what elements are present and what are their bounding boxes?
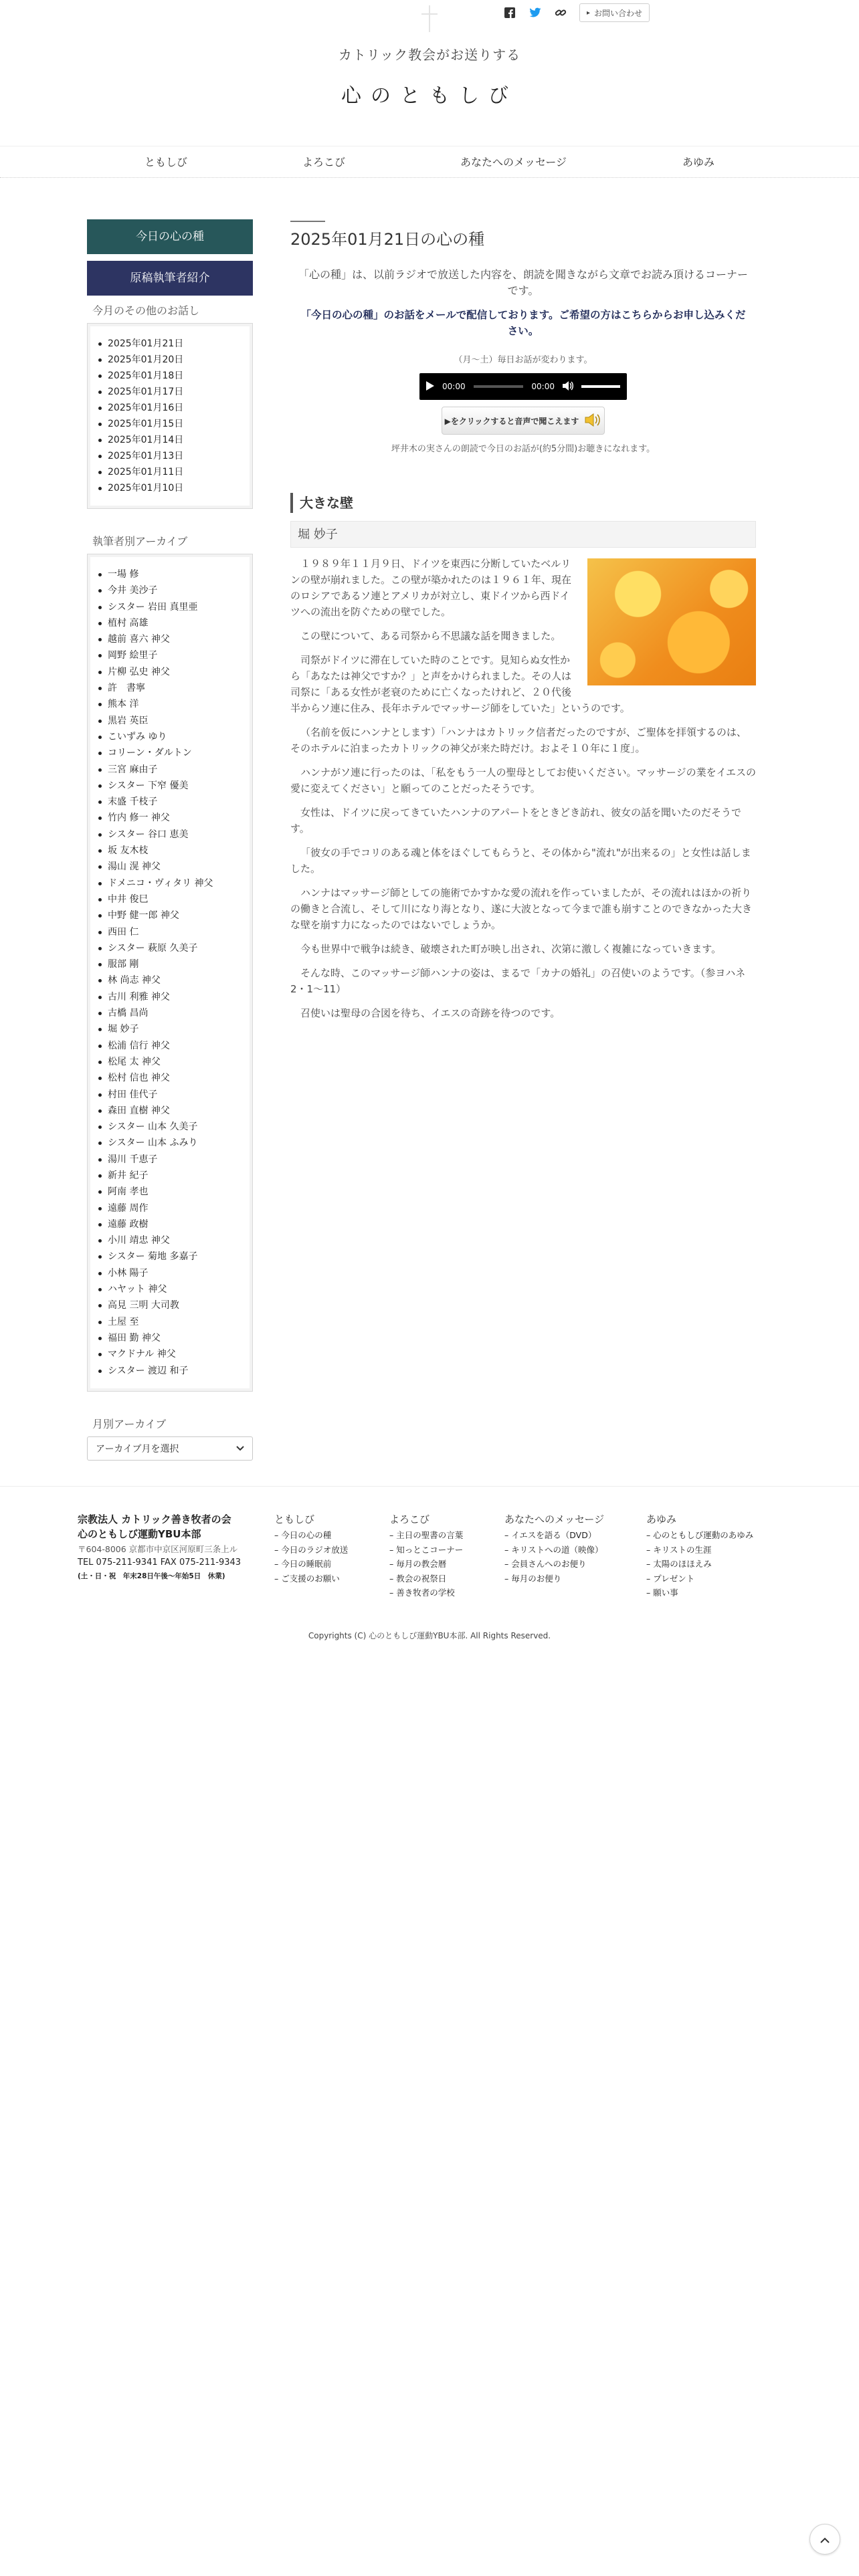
author-link[interactable]: 松尾 太 神父 (108, 1054, 243, 1070)
footer-link[interactable] (274, 1528, 348, 1543)
footer-link-dash: – (389, 1588, 397, 1598)
article-paragraph: 「彼女の手でコリのある魂と体をほぐしてもらうと、その体から"流れ"が出来るの」と女性は話しました。 (290, 847, 751, 875)
footer-col-message (504, 1512, 604, 1586)
footer-link-label: 願い事 (653, 1588, 678, 1598)
date-link[interactable]: 2025年01月14日 (108, 432, 243, 448)
footer-link[interactable] (504, 1528, 604, 1543)
today-seed-button[interactable]: 今日の心の種 (87, 219, 253, 254)
footer-link-label: 太陽のほほえみ (653, 1559, 712, 1569)
footer-link[interactable] (389, 1572, 463, 1586)
author-link[interactable]: シスター 谷口 恵美 (108, 827, 243, 843)
date-link[interactable]: 2025年01月17日 (108, 384, 243, 400)
header-social-bar (503, 3, 650, 23)
author-link[interactable]: マクドナル 神父 (108, 1346, 243, 1362)
author-link[interactable]: 松村 信也 神父 (108, 1070, 243, 1086)
player-progress-bar[interactable] (474, 385, 524, 388)
archive-month-select-value: アーカイブ月を選択 (96, 1443, 179, 1455)
author-link[interactable]: 森田 直樹 神父 (108, 1103, 243, 1119)
article-paragraph: 女性は、ドイツに戻ってきていたハンナのアパートをときどき訪れ、彼女の話を聞いたのだそうです。 (290, 807, 741, 835)
article-paragraph: 司祭がドイツに滞在していた時のことです。見知らぬ女性から「あなたは神父ですか？」と声をかけられました。その人は司祭に「ある女性が老衰のために亡くなったけれど、２０代後半からソ連に住み、長年ホテルでマッサージ師をしていた」というのです。 (290, 654, 630, 714)
footer-link-dash: – (389, 1573, 397, 1584)
copyright: Copyrights (C) 心のともしび運動YBU本部. All Rights Reserved. (308, 1631, 551, 1640)
footer-link[interactable] (504, 1572, 604, 1586)
date-link[interactable]: 2025年01月10日 (108, 480, 243, 496)
footer-link-dash: – (274, 1573, 282, 1584)
author-link[interactable]: こいずみ ゆり (108, 729, 243, 745)
footer-link-label: 毎月の教会暦 (396, 1559, 447, 1569)
date-link[interactable]: 2025年01月15日 (108, 416, 243, 432)
article-paragraph: 今も世界中で戦争は続き、破壊された町が映し出され、次第に激しく複雑になっていきます。 (300, 943, 722, 955)
author-link[interactable]: 古橋 昌尚 (108, 1005, 243, 1021)
global-nav (0, 146, 859, 178)
author-link[interactable]: 遠藤 政樹 (108, 1216, 243, 1232)
footer-link[interactable] (504, 1543, 604, 1558)
footer-link[interactable] (389, 1586, 463, 1600)
author-link[interactable]: 片柳 弘史 神父 (108, 664, 243, 680)
section-title: 大きな壁 (290, 493, 756, 513)
chevron-up-icon (820, 2533, 830, 2546)
footer-link-label: 主日の聖書の言葉 (396, 1530, 464, 1540)
footer-link[interactable] (274, 1557, 348, 1572)
nav-item-ayumi[interactable]: あゆみ (682, 156, 715, 169)
author-link[interactable]: 服部 剛 (108, 956, 243, 972)
footer-link-label: 会員さんへのお便り (511, 1559, 587, 1569)
article-paragraph: ハンナがソ連に行ったのは、「私をもう一人の聖母としてお使いください。マッサージの業をイエスの愛に変えてください」と願ってのことだったそうです。 (290, 766, 757, 794)
nav-item-message[interactable]: あなたへのメッセージ (460, 156, 567, 169)
author-link[interactable]: 阿南 孝也 (108, 1184, 243, 1200)
author-link[interactable]: シスター 下窄 優美 (108, 778, 243, 794)
author-link[interactable]: 黒岩 英臣 (108, 713, 243, 729)
footer-address: 〒604-8006 京都市中京区河原町三条上ル (78, 1544, 238, 1554)
footer-link-dash: – (389, 1544, 397, 1555)
footer-link[interactable] (274, 1543, 348, 1558)
author-link[interactable]: 福田 勤 神父 (108, 1330, 243, 1346)
site-tagline: カトリック教会がお送りする (338, 47, 521, 63)
author-link[interactable]: 古川 利雅 神父 (108, 989, 243, 1005)
date-link[interactable]: 2025年01月11日 (108, 464, 243, 480)
link-icon[interactable] (554, 6, 567, 19)
footer-link-label: キリストへの道（映像） (511, 1544, 603, 1555)
back-to-top-button[interactable] (809, 2524, 840, 2555)
author-link[interactable]: シスター 菊地 多嘉子 (108, 1249, 243, 1265)
footer-link-list (504, 1528, 604, 1586)
article-paragraph: そんな時、このマッサージ師ハンナの姿は、まるで「カナの婚礼」の召使いのようです。（参ヨハネ2・1〜11） (290, 967, 746, 995)
daily-note: （月〜土）毎日お話が変わります。 (454, 355, 593, 365)
site-title[interactable]: 心のともしび (341, 84, 518, 108)
mail-subscribe-link[interactable]: 「今日の心の種」のお話をメールで配信しております。ご希望の方はこちらからお申し込みください。 (300, 309, 746, 337)
footer-col-heading[interactable]: ともしび (274, 1513, 315, 1525)
player-current-time: 00:00 (442, 382, 466, 391)
author-link[interactable]: 湯川 千恵子 (108, 1152, 243, 1168)
author-link[interactable]: 竹内 修一 神父 (108, 810, 243, 826)
footer-link-label: 今日のラジオ放送 (281, 1544, 349, 1555)
facebook-icon[interactable] (503, 6, 516, 19)
author-link[interactable]: シスター 山本 ふみり (108, 1135, 243, 1151)
footer-link[interactable] (389, 1557, 463, 1572)
footer-link-dash: – (504, 1559, 512, 1569)
article-body (290, 556, 756, 1021)
volume-icon[interactable] (563, 381, 573, 393)
author-link[interactable]: 湯山 滉 神父 (108, 859, 243, 875)
author-link[interactable]: 林 尚志 神父 (108, 972, 243, 988)
author-link[interactable]: 許 書寧 (108, 680, 243, 696)
author-link[interactable]: 越前 喜六 神父 (108, 631, 243, 647)
footer-organization (78, 1512, 272, 1583)
monthly-archive-heading: 月別アーカイブ (92, 1417, 167, 1430)
footer-link-dash: – (646, 1544, 654, 1555)
author-link[interactable]: 中野 健一郎 神父 (108, 907, 243, 924)
date-link[interactable]: 2025年01月16日 (108, 400, 243, 416)
footer-link[interactable] (646, 1572, 753, 1586)
nav-item-yorokobi[interactable]: よろこび (302, 156, 346, 169)
author-link[interactable]: 堀 妙子 (108, 1021, 243, 1037)
footer-phone: TEL 075-211-9341 FAX 075-211-9343 (78, 1558, 242, 1568)
listen-audio-button[interactable] (442, 407, 605, 435)
sidebar (87, 219, 253, 1461)
footer-org-name: 宗教法人 カトリック善き牧者の会 (78, 1513, 231, 1525)
author-link[interactable]: 新井 紀子 (108, 1168, 243, 1184)
author-link[interactable]: ドメニコ・ヴィタリ 神父 (108, 875, 243, 891)
author-link[interactable]: 三宮 麻由子 (108, 762, 243, 778)
footer-col-heading[interactable]: あなたへのメッセージ (504, 1513, 605, 1525)
title-rule (290, 221, 325, 222)
footer-link[interactable] (646, 1528, 753, 1543)
footer-link-list (274, 1528, 348, 1586)
author-link[interactable]: シスター 岩田 真里亜 (108, 599, 243, 615)
article-paragraph: 召使いは聖母の合図を待ち、イエスの奇跡を待つのです。 (300, 1007, 561, 1019)
other-talks-heading: 今月のその他のお話し (92, 304, 200, 317)
footer-link-label: 知っとこコーナー (396, 1544, 464, 1555)
footer-link-label: 今日の睡眠前 (281, 1559, 332, 1569)
footer-org-subname: 心のともしび運動YBU本部 (78, 1528, 201, 1540)
author-link[interactable]: 遠藤 周作 (108, 1200, 243, 1216)
article-paragraph: １９８９年１１月９日、ドイツを東西に分断していたベルリンの壁が崩れました。この壁が築かれたのは１９６１年、現在のロシアであるソ連とアメリカが対立し、東ドイツから西ドイツへの流出を防ぐための壁でした。 (290, 558, 572, 618)
volume-slider[interactable] (581, 385, 620, 388)
main-content (290, 221, 756, 1029)
author-link[interactable]: ハヤット 神父 (108, 1281, 243, 1297)
author-link[interactable]: コリーン・ダルトン (108, 745, 243, 761)
play-icon[interactable] (426, 381, 434, 393)
footer-link-dash: – (389, 1530, 397, 1540)
date-link[interactable]: 2025年01月21日 (108, 336, 243, 352)
authors-intro-button[interactable]: 原稿執筆者紹介 (87, 261, 253, 296)
footer-link-label: 善き牧者の学校 (396, 1588, 455, 1598)
author-link[interactable]: シスター 渡辺 和子 (108, 1363, 243, 1379)
date-link[interactable]: 2025年01月18日 (108, 368, 243, 384)
footer-link-list (646, 1528, 753, 1600)
footer (0, 1486, 859, 1646)
footer-link-dash: – (504, 1573, 512, 1584)
marigold-flower-photo (587, 558, 756, 685)
date-list (87, 323, 253, 509)
footer-link-dash: – (504, 1544, 512, 1555)
footer-link[interactable] (389, 1528, 463, 1543)
footer-link-dash: – (274, 1559, 282, 1569)
footer-link-label: 教会の祝祭日 (396, 1573, 447, 1584)
footer-link[interactable] (274, 1572, 348, 1586)
contact-button[interactable] (579, 3, 650, 22)
nav-item-tomoshibi[interactable]: ともしび (145, 156, 188, 169)
footer-link[interactable] (504, 1557, 604, 1572)
author-link[interactable]: 岡野 絵里子 (108, 647, 243, 663)
author-link[interactable]: 今井 美沙子 (108, 582, 243, 599)
author-link[interactable]: 高見 三明 大司教 (108, 1297, 243, 1313)
footer-col-heading[interactable]: あゆみ (646, 1513, 677, 1525)
footer-link-label: イエスを語る（DVD） (511, 1530, 597, 1540)
player-total-time: 00:00 (531, 382, 555, 391)
cross-logo-mark (420, 5, 439, 32)
audio-caption: 坪井木の実さんの朗読で今日のお話が(約5分間)お聴きになれます。 (391, 444, 656, 454)
footer-link-dash: – (646, 1530, 654, 1540)
footer-link[interactable] (646, 1586, 753, 1600)
footer-col-ayumi (646, 1512, 753, 1600)
author-link[interactable]: 熊本 洋 (108, 696, 243, 712)
authors-archive-heading: 執筆者別アーカイブ (92, 535, 188, 548)
footer-link[interactable] (646, 1543, 753, 1558)
author-name: 堀 妙子 (290, 521, 756, 548)
author-link[interactable]: 松浦 信行 神父 (108, 1038, 243, 1054)
contact-label: お問い合わせ (594, 8, 643, 18)
date-link[interactable]: 2025年01月20日 (108, 352, 243, 368)
footer-col-yorokobi (389, 1512, 463, 1600)
footer-link[interactable] (646, 1557, 753, 1572)
date-link[interactable]: 2025年01月13日 (108, 448, 243, 464)
author-link[interactable]: 小川 靖忠 神父 (108, 1232, 243, 1249)
author-link[interactable]: 坂 友木枝 (108, 843, 243, 859)
article-paragraph: ハンナはマッサージ師としての施術でかすかな愛の流れを作っていましたが、その流れはほかの祈りの働きと合流し、そして川になり海となり、遂に大波となって今まで誰も崩すことのできなかった大きな壁を崩す力になったのではないでしょうか。 (290, 887, 753, 931)
listen-audio-label: ▶をクリックすると音声で聞こえます (444, 416, 579, 426)
author-link[interactable]: 小林 陽子 (108, 1265, 243, 1281)
footer-link-dash: – (646, 1588, 654, 1598)
footer-col-tomoshibi (274, 1512, 348, 1586)
footer-link-label: ご支援のお願い (281, 1573, 340, 1584)
footer-link-label: 毎月のお便り (511, 1573, 562, 1584)
footer-link-dash: – (646, 1559, 654, 1569)
author-link[interactable]: シスター 萩原 久美子 (108, 940, 243, 956)
twitter-icon[interactable] (529, 6, 542, 19)
footer-link[interactable] (389, 1543, 463, 1558)
author-link[interactable]: 西田 仁 (108, 924, 243, 940)
intro-text: 「心の種」は、以前ラジオで放送した内容を、朗読を聞きながら文章でお読み頂けるコーナーです。 (298, 268, 748, 297)
author-link[interactable]: 村田 佳代子 (108, 1087, 243, 1103)
author-link[interactable]: 植村 高雄 (108, 615, 243, 631)
footer-link-list (389, 1528, 463, 1600)
footer-link-dash: – (504, 1530, 512, 1540)
footer-link-label: キリストの生涯 (653, 1544, 712, 1555)
archive-month-select[interactable] (87, 1436, 253, 1461)
author-link[interactable]: 土屋 至 (108, 1314, 243, 1330)
chevron-right-icon: ▸ (587, 9, 591, 17)
footer-link-label: 今日の心の種 (281, 1530, 332, 1540)
chevron-down-icon (236, 1443, 244, 1454)
footer-link-label: プレゼント (653, 1573, 695, 1584)
footer-link-dash: – (389, 1559, 397, 1569)
article-paragraph: この壁について、ある司祭から不思議な話を聞きました。 (300, 630, 561, 642)
article-paragraph: （名前を仮にハンナとします）「ハンナはカトリック信者だったのですが、ご聖体を拝領するのは、そのホテルに泊まったカトリックの神父が来た時だけ。およそ１０年に１度」。 (290, 726, 747, 754)
footer-hours: (土・日・祝 年末28日午後〜年始5日 休業) (78, 1572, 225, 1580)
author-link[interactable]: 中井 俊巳 (108, 891, 243, 907)
footer-link-dash: – (274, 1530, 282, 1540)
author-link[interactable]: 末盛 千枝子 (108, 794, 243, 810)
author-list (87, 554, 253, 1392)
speaker-icon (584, 413, 601, 429)
author-link[interactable]: シスター 山本 久美子 (108, 1119, 243, 1135)
audio-player[interactable] (419, 373, 627, 400)
footer-link-label: 心のともしび運動のあゆみ (653, 1530, 754, 1540)
footer-link-dash: – (274, 1544, 282, 1555)
author-link[interactable]: 一場 修 (108, 566, 243, 582)
footer-col-heading[interactable]: よろこび (389, 1513, 430, 1525)
page-title: 2025年01月21日の心の種 (290, 230, 485, 249)
footer-link-dash: – (646, 1573, 654, 1584)
